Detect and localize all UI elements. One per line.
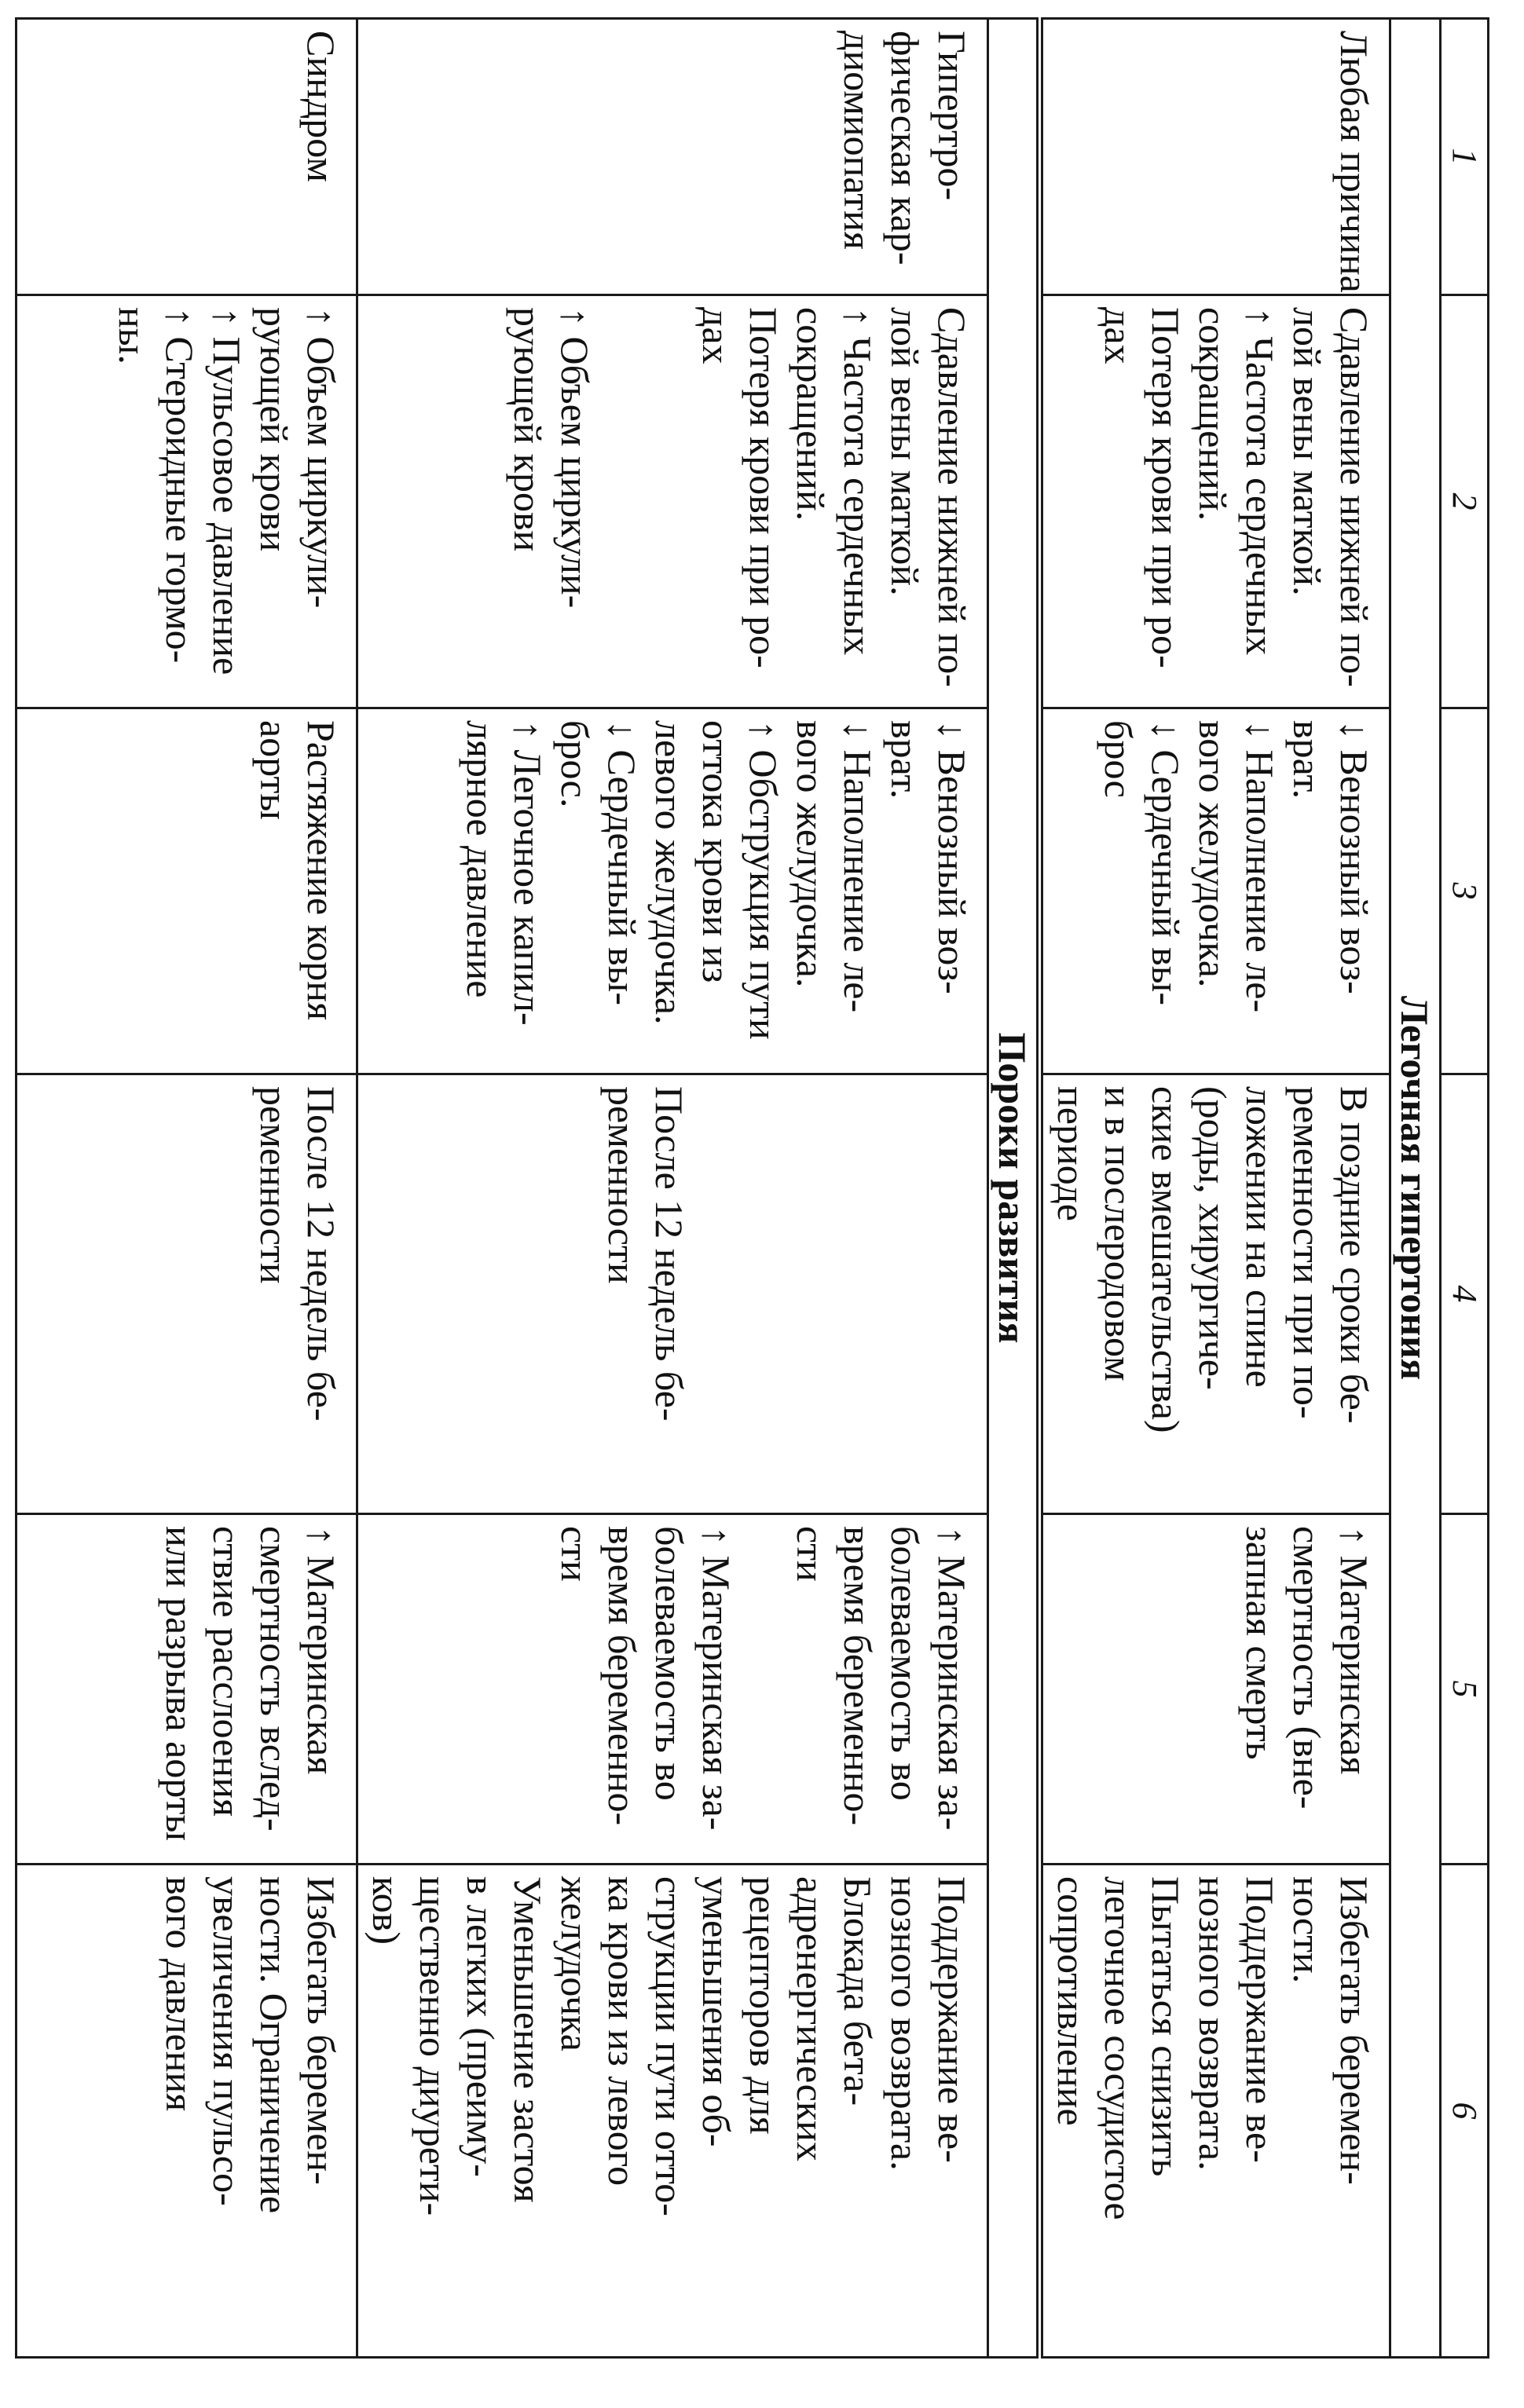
cell-line: Потеря крови при ро-: [1144, 307, 1188, 668]
section-header-row: [988, 19, 1040, 2358]
cell-line: левого желудочка.: [647, 720, 691, 1025]
table-body: [16, 19, 1489, 2358]
cell-line: ↑ Объем циркули-: [553, 307, 597, 609]
cell-line: [740, 1526, 787, 1852]
cell-management: [357, 1865, 988, 2358]
cell-mechanism: [357, 295, 988, 708]
section-title: Легочная гипертония: [1390, 19, 1441, 2358]
cell-line: [787, 1086, 834, 1502]
rotated-page: [47, 0, 1524, 2373]
cell-line: вого давления: [158, 1876, 202, 2112]
cell-line: ↑ Материнская: [299, 1526, 343, 1775]
cell-line: болеваемость во: [883, 1526, 927, 1801]
cell-line: (роды, хирургиче-: [1191, 1086, 1235, 1390]
cell-line: ременности: [600, 1086, 644, 1284]
comparison-table: [15, 17, 1489, 2359]
cell-line: [881, 1086, 929, 1502]
cell-line: Пытаться снизить: [1144, 1876, 1188, 2177]
column-number: 5: [1441, 1514, 1489, 1865]
cell-line: время беременно-: [600, 1526, 644, 1826]
cell-line: ны.: [111, 307, 155, 364]
table-row: [16, 19, 357, 2358]
cell-line: рецепторов для: [742, 1876, 786, 2135]
cell-risk: [357, 1514, 988, 1865]
cell-condition: [357, 19, 988, 295]
cell-risk: [16, 1514, 357, 1865]
cell-line: сопротивление: [1050, 1876, 1094, 2126]
cell-line: ↓ Венозный воз-: [930, 720, 974, 994]
cell-line: сти: [789, 1526, 833, 1582]
cell-line: ↓ Наполнение ле-: [836, 720, 880, 1013]
cell-line: ↓ Венозный воз-: [1332, 720, 1376, 994]
cell-line: Потеря крови при ро-: [742, 307, 786, 668]
cell-line: В поздние сроки бе-: [1332, 1086, 1376, 1424]
cell-timing: [357, 1074, 988, 1514]
cell-line: [740, 1086, 787, 1502]
cell-condition: [16, 19, 357, 295]
cell-line: ↑ Легочное капил-: [506, 720, 550, 1026]
cell-line: [834, 1086, 881, 1502]
cell-line: сокращений.: [789, 307, 833, 521]
section-header-row: [1390, 19, 1441, 2358]
cell-line: Сдавление нижней по-: [930, 307, 974, 687]
column-number-row: [1441, 19, 1489, 2358]
cell-line: ременности при по-: [1285, 1086, 1329, 1419]
cell-line: вого желудочка.: [1191, 720, 1235, 988]
cell-line: диомиопатия: [836, 31, 880, 250]
cell-line: ↓ Наполнение ле-: [1238, 720, 1282, 1013]
cell-line: брос: [1097, 720, 1141, 798]
cell-line: уменьшения об-: [694, 1876, 738, 2147]
cell-line: рующей крови: [506, 307, 550, 552]
cell-line: периоде: [1050, 1086, 1094, 1221]
cell-line: ↑ Материнская за-: [694, 1526, 738, 1831]
cell-mechanism: [1040, 295, 1390, 708]
cell-line: нозного возврата.: [883, 1876, 927, 2171]
cell-risk: [1040, 1514, 1390, 1865]
cell-line: ка крови из левого: [600, 1876, 644, 2187]
section-title: Пороки развития: [988, 19, 1040, 2358]
cell-line: адренергических: [789, 1876, 833, 2161]
column-number: 2: [1441, 295, 1489, 708]
cell-mechanism: [16, 295, 357, 708]
cell-line: Растяжение корня: [299, 720, 343, 1021]
cell-line: ↑ Обструкция пути: [742, 720, 786, 1040]
cell-line: оттока крови из: [694, 720, 738, 983]
cell-line: ↑ Материнская за-: [930, 1526, 974, 1831]
cell-line: желудочка: [553, 1876, 597, 2051]
cell-line: лярное давление: [459, 720, 503, 998]
cell-line: ности.: [1285, 1876, 1329, 1984]
cell-line: ↑ Объем циркули-: [299, 307, 343, 609]
cell-line: [693, 1086, 740, 1502]
cell-line: ские вмешательства): [1144, 1086, 1188, 1433]
cell-line: дах: [1097, 307, 1141, 364]
cell-line: щественно диурети-: [412, 1876, 456, 2216]
cell-line: [929, 1086, 976, 1502]
cell-line: рующей крови: [252, 307, 296, 552]
cell-line: или разрыва аорты: [158, 1526, 202, 1842]
cell-hemodynamics: [1040, 708, 1390, 1074]
cell-line: ↑ Частота сердечных: [836, 307, 880, 656]
column-number: 4: [1441, 1074, 1489, 1514]
cell-line: Уменьшение застоя: [506, 1876, 550, 2203]
cell-timing: [16, 1074, 357, 1514]
cell-line: и в послеродовом: [1097, 1086, 1141, 1381]
cell-line: нозного возврата.: [1191, 1876, 1235, 2171]
cell-hemodynamics: [16, 708, 357, 1074]
cell-line: в легких (преиму-: [459, 1876, 503, 2177]
cell-line: Поддержание ве-: [930, 1876, 974, 2163]
cell-management: [16, 1865, 357, 2358]
table-row: [357, 19, 988, 2358]
cell-management: [1040, 1865, 1390, 2358]
cell-condition: [1040, 19, 1390, 295]
cell-line: ↑ Пульсовое давление: [205, 307, 249, 675]
cell-line: ложении на спине: [1238, 1086, 1282, 1388]
cell-line: После 12 недель бе-: [299, 1086, 343, 1422]
cell-line: брос.: [553, 720, 597, 808]
cell-line: ↑ Стероидные гормо-: [158, 307, 202, 664]
cell-line: Любая причина: [1332, 31, 1376, 293]
cell-line: вого желудочка.: [789, 720, 833, 988]
cell-line: фическая кар-: [883, 31, 927, 265]
cell-line: Блокада бета-: [836, 1876, 880, 2106]
cell-line: ↑ Материнская: [1332, 1526, 1376, 1775]
cell-hemodynamics: [357, 708, 988, 1074]
cell-line: Гипертро-: [930, 31, 974, 201]
cell-line: сти: [553, 1526, 597, 1582]
cell-line: После 12 недель бе-: [647, 1086, 691, 1422]
cell-line: Сдавление нижней по-: [1332, 307, 1376, 687]
cell-timing: [1040, 1074, 1390, 1514]
cell-line: сокращений.: [1191, 307, 1235, 521]
cell-line: лой вены маткой.: [883, 307, 927, 596]
cell-line: Поддержание ве-: [1238, 1876, 1282, 2163]
cell-line: ↓ Сердечный вы-: [1144, 720, 1188, 1005]
cell-line: струкции пути отто-: [647, 1876, 691, 2216]
column-number: 1: [1441, 19, 1489, 295]
cell-line: ков): [365, 1876, 408, 1945]
cell-line: легочное сосудистое: [1097, 1876, 1141, 2220]
cell-line: Избегать беремен-: [299, 1876, 343, 2185]
cell-line: [599, 307, 646, 696]
cell-line: ременности: [252, 1086, 296, 1284]
cell-line: [646, 307, 693, 696]
cell-line: лой вены маткой.: [1285, 307, 1329, 596]
cell-line: ↓ Сердечный вы-: [600, 720, 644, 1005]
column-number: 6: [1441, 1865, 1489, 2358]
cell-line: ности. Ограничение: [252, 1876, 296, 2214]
cell-line: врат.: [1285, 720, 1329, 800]
cell-line: смертность вслед-: [252, 1526, 296, 1832]
column-number: 3: [1441, 708, 1489, 1074]
cell-line: ствие расслоения: [205, 1526, 249, 1817]
cell-line: увеличения пульсо-: [205, 1876, 249, 2206]
cell-line: Избегать беремен-: [1332, 1876, 1376, 2185]
cell-line: врат.: [883, 720, 927, 800]
cell-line: аорты: [252, 720, 296, 820]
cell-line: болеваемость во: [647, 1526, 691, 1801]
cell-line: время беременно-: [836, 1526, 880, 1826]
cell-line: смертность (вне-: [1285, 1526, 1329, 1810]
cell-line: ↑ Частота сердечных: [1238, 307, 1282, 656]
cell-line: Синдром: [299, 31, 343, 182]
cell-line: дах: [694, 307, 738, 364]
table-row: [1040, 19, 1390, 2358]
cell-line: запная смерть: [1238, 1526, 1282, 1760]
